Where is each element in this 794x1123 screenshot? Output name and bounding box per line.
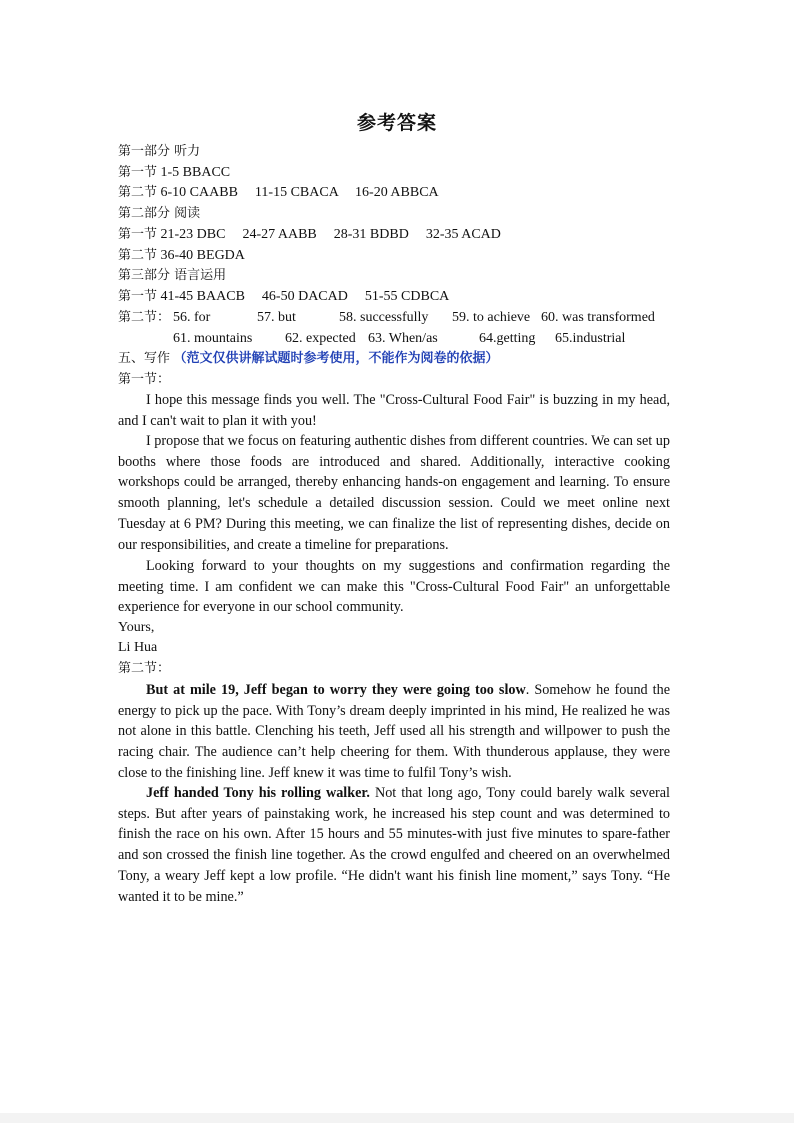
- part5-heading-line: [118, 349, 499, 369]
- story-paragraph-2-opening: Jeff handed Tony his rolling walker.: [146, 785, 370, 801]
- part5-heading: 五、写作: [118, 351, 171, 366]
- part2-sec1: [118, 225, 501, 245]
- blank-answer: 64.getting: [479, 331, 536, 346]
- part1-heading: 第一部分 听力: [118, 144, 201, 159]
- section-label: 第一节: [118, 289, 158, 304]
- blank-answer: 57. but: [257, 310, 296, 325]
- answer-group: 46-50 DACAD: [261, 289, 348, 304]
- section-label: 第一节: [118, 165, 158, 180]
- answer-group: 51-55 CDBCA: [364, 289, 450, 304]
- blank-answer: 58. successfully: [339, 310, 429, 325]
- letter-signature: Li Hua: [118, 640, 158, 655]
- part2-heading: 第二部分 阅读: [118, 206, 201, 221]
- part3-sec2-row2: [118, 329, 678, 349]
- page-bottom-band: [0, 1113, 794, 1123]
- part2-sec2: [118, 246, 245, 266]
- story-paragraph-1: [118, 680, 670, 784]
- story-paragraph-1-opening: But at mile 19, Jeff began to worry they were going too slow: [146, 682, 526, 698]
- letter-paragraph-3: Looking forward to your thoughts on my suggestions and confirmation regarding the meeting time. I am confident we can make this "Cross-Cultural Food Fair" an unforgettable experience for everyone in our school community.: [118, 558, 670, 616]
- section-label: 第一节: [118, 227, 158, 242]
- answer-group: 6-10 CAABB: [160, 185, 238, 200]
- letter-paragraph-1: I hope this message finds you well. The "Cross-Cultural Food Fair" is buzzing in my head, and I can't wait to plan it with you!: [118, 392, 670, 429]
- part1-sec2: [118, 183, 439, 203]
- blank-answer: 60. was transformed: [541, 310, 655, 325]
- blank-answer: 62. expected: [285, 331, 356, 346]
- blank-answer: 63. When/as: [368, 331, 438, 346]
- blank-answer: 61. mountains: [173, 331, 253, 346]
- blank-answer: 65.industrial: [555, 331, 626, 346]
- section-label: 第二节：: [118, 310, 171, 325]
- part3-heading: 第三部分 语言运用: [118, 268, 227, 283]
- answer-group: 21-23 DBC: [160, 227, 226, 242]
- letter-closing: Yours,: [118, 620, 155, 635]
- answer-group: 28-31 BDBD: [333, 227, 409, 242]
- story-paragraph-1-body: . Somehow he found the energy to pick up the pace. With Tony’s dream deeply imprinted in his mind, He realized he was not alone in this battle. Clenching his teeth, Jeff used all his strength and willpower to push the racing chair. The audience can’t help cheering for them. With thunderous applause, they were close to the finishing line. Jeff knew it was time to fulfil Tony’s wish.: [118, 682, 670, 781]
- story-paragraph-2-body: Not that long ago, Tony could barely walk several steps. But after years of painstaking work, he increased his step count and was determined to finish the race on his own. After 15 hours and 55 minutes-with just five minutes to spare-father and son crossed the finish line together. As the crowd engulfed and cheered on an overwhelmed Tony, a weary Jeff kept a low profile. “He didn't want his finish line moment,” says Tony. “He wanted it to be mine.”: [118, 785, 670, 905]
- answer-group: 16-20 ABBCA: [355, 185, 439, 200]
- part3-sec1: [118, 287, 449, 307]
- answer-group: 41-45 BAACB: [160, 289, 245, 304]
- answer-group: 36-40 BEGDA: [160, 248, 245, 263]
- page-title: 参考答案: [356, 112, 437, 134]
- usage-note: （范文仅供讲解试题时参考使用，不能作为阅卷的依据）: [173, 351, 499, 366]
- answer-group: 1-5 BBACC: [160, 165, 231, 180]
- part3-sec2-row1: [118, 308, 678, 328]
- answer-group: 24-27 AABB: [242, 227, 317, 242]
- blank-answer: 59. to achieve: [452, 310, 531, 325]
- letter-paragraph-2: I propose that we focus on featuring authentic dishes from different countries. We can set up booths where those foods are introduced and shared. Additionally, interactive cooking workshops could be arranged, thereby enhancing hands-on engagement and learning. To ensure smooth planning, let's schedule a detailed discussion session. Could we meet online next Tuesday at 6 PM? During this meeting, we can finalize the list of representing dishes, decide on our responsibilities, and create a timeline for preparations.: [118, 433, 670, 553]
- writing-sec1-label: 第一节：: [118, 372, 171, 387]
- answer-group: 11-15 CBACA: [254, 185, 339, 200]
- section-label: 第二节: [118, 248, 158, 263]
- writing-sec2-label: 第二节：: [118, 661, 171, 676]
- part1-sec1: [118, 163, 230, 183]
- story-paragraph-2: [118, 783, 670, 907]
- section-label: 第二节: [118, 185, 158, 200]
- answer-group: 32-35 ACAD: [425, 227, 501, 242]
- blank-answer: 56. for: [173, 310, 211, 325]
